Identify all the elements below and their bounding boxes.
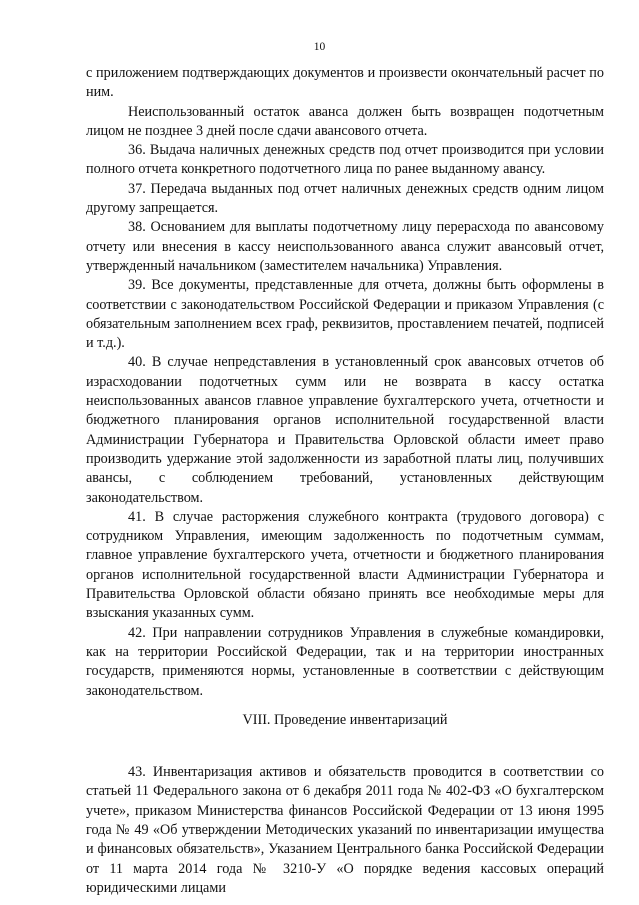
- paragraph-37: 37. Передача выданных под отчет наличных денежных средств одним лицом другому запрещается.: [86, 180, 604, 217]
- paragraph-advance-return: Неиспользованный остаток аванса должен быть возвращен подотчетным лицом не позднее 3 дней после сдачи авансового отчета.: [86, 103, 604, 139]
- paragraph-41: 41. В случае расторжения служебного контракта (трудового договора) с сотрудником Управления, имеющим задолженность по подотчетным суммам, главное управление бухгалтерского учета, отчетности и бюджетного планирования органов исполнительной государственной власти Администрации Губернатора и Правительства Орловской области обязано принять все необходимые меры для взыскания указанных сумм.: [86, 508, 604, 622]
- page-number: 10: [313, 41, 326, 53]
- document-body: [86, 64, 604, 898]
- paragraph-38: 38. Основанием для выплаты подотчетному лицу перерасхода по авансовому отчету или внесения в кассу неиспользованного аванса служит авансовый отчет, утвержденный начальником (заместителем начальника) Управления.: [86, 219, 604, 274]
- paragraph-43: 43. Инвентаризация активов и обязательств проводится в соответствии со статьей 11 Федерального закона от 6 декабря 2011 года № 402-ФЗ «О бухгалтерском учете», приказом Министерства финансов Российской Федерации от 13 июня 1995 года № 49 «Об утверждении Методических указаний по инвентаризации имущества и финансовых обязательств», Указанием Центрального банка Российской Федерации от 11 марта 2014 года № 3210-У «О порядке ведения кассовых операций юридическими лицами: [86, 764, 604, 896]
- paragraph-42: 42. При направлении сотрудников Управления в служебные командировки, как на территории Российской Федерации, так и на территории иностранных государств, применяются нормы, установленные в соответствии с действующим законодательством.: [86, 624, 604, 699]
- paragraph-39: 39. Все документы, представленные для отчета, должны быть оформлены в соответствии с законодательством Российской Федерации и приказом Управления (с обязательным заполнением всех граф, реквизитов, проставлением печатей, подписей и т.д.).: [86, 277, 604, 352]
- paragraph-36: 36. Выдача наличных денежных средств под отчет производится при условии полного отчета конкретного подотчетного лица по ранее выданному авансу.: [86, 142, 604, 178]
- paragraph-continuation: с приложением подтверждающих документов и произвести окончательный расчет по ним.: [86, 65, 604, 101]
- paragraph-40: 40. В случае непредставления в установленный срок авансовых отчетов об израсходовании подотчетных сумм или не возврата в кассу остатка неиспользованных авансов главное управление бухгалтерского учета, отчетности и бюджетного планирования органов исполнительной государственной власти Администрации Губернатора и Правительства Орловской области имеет право производить удержание этой задолженности из заработной платы лиц, получивших авансы, с соблюдением требований, установленных действующим законодательством.: [86, 354, 604, 506]
- section-heading: VIII. Проведение инвентаризаций: [242, 711, 448, 728]
